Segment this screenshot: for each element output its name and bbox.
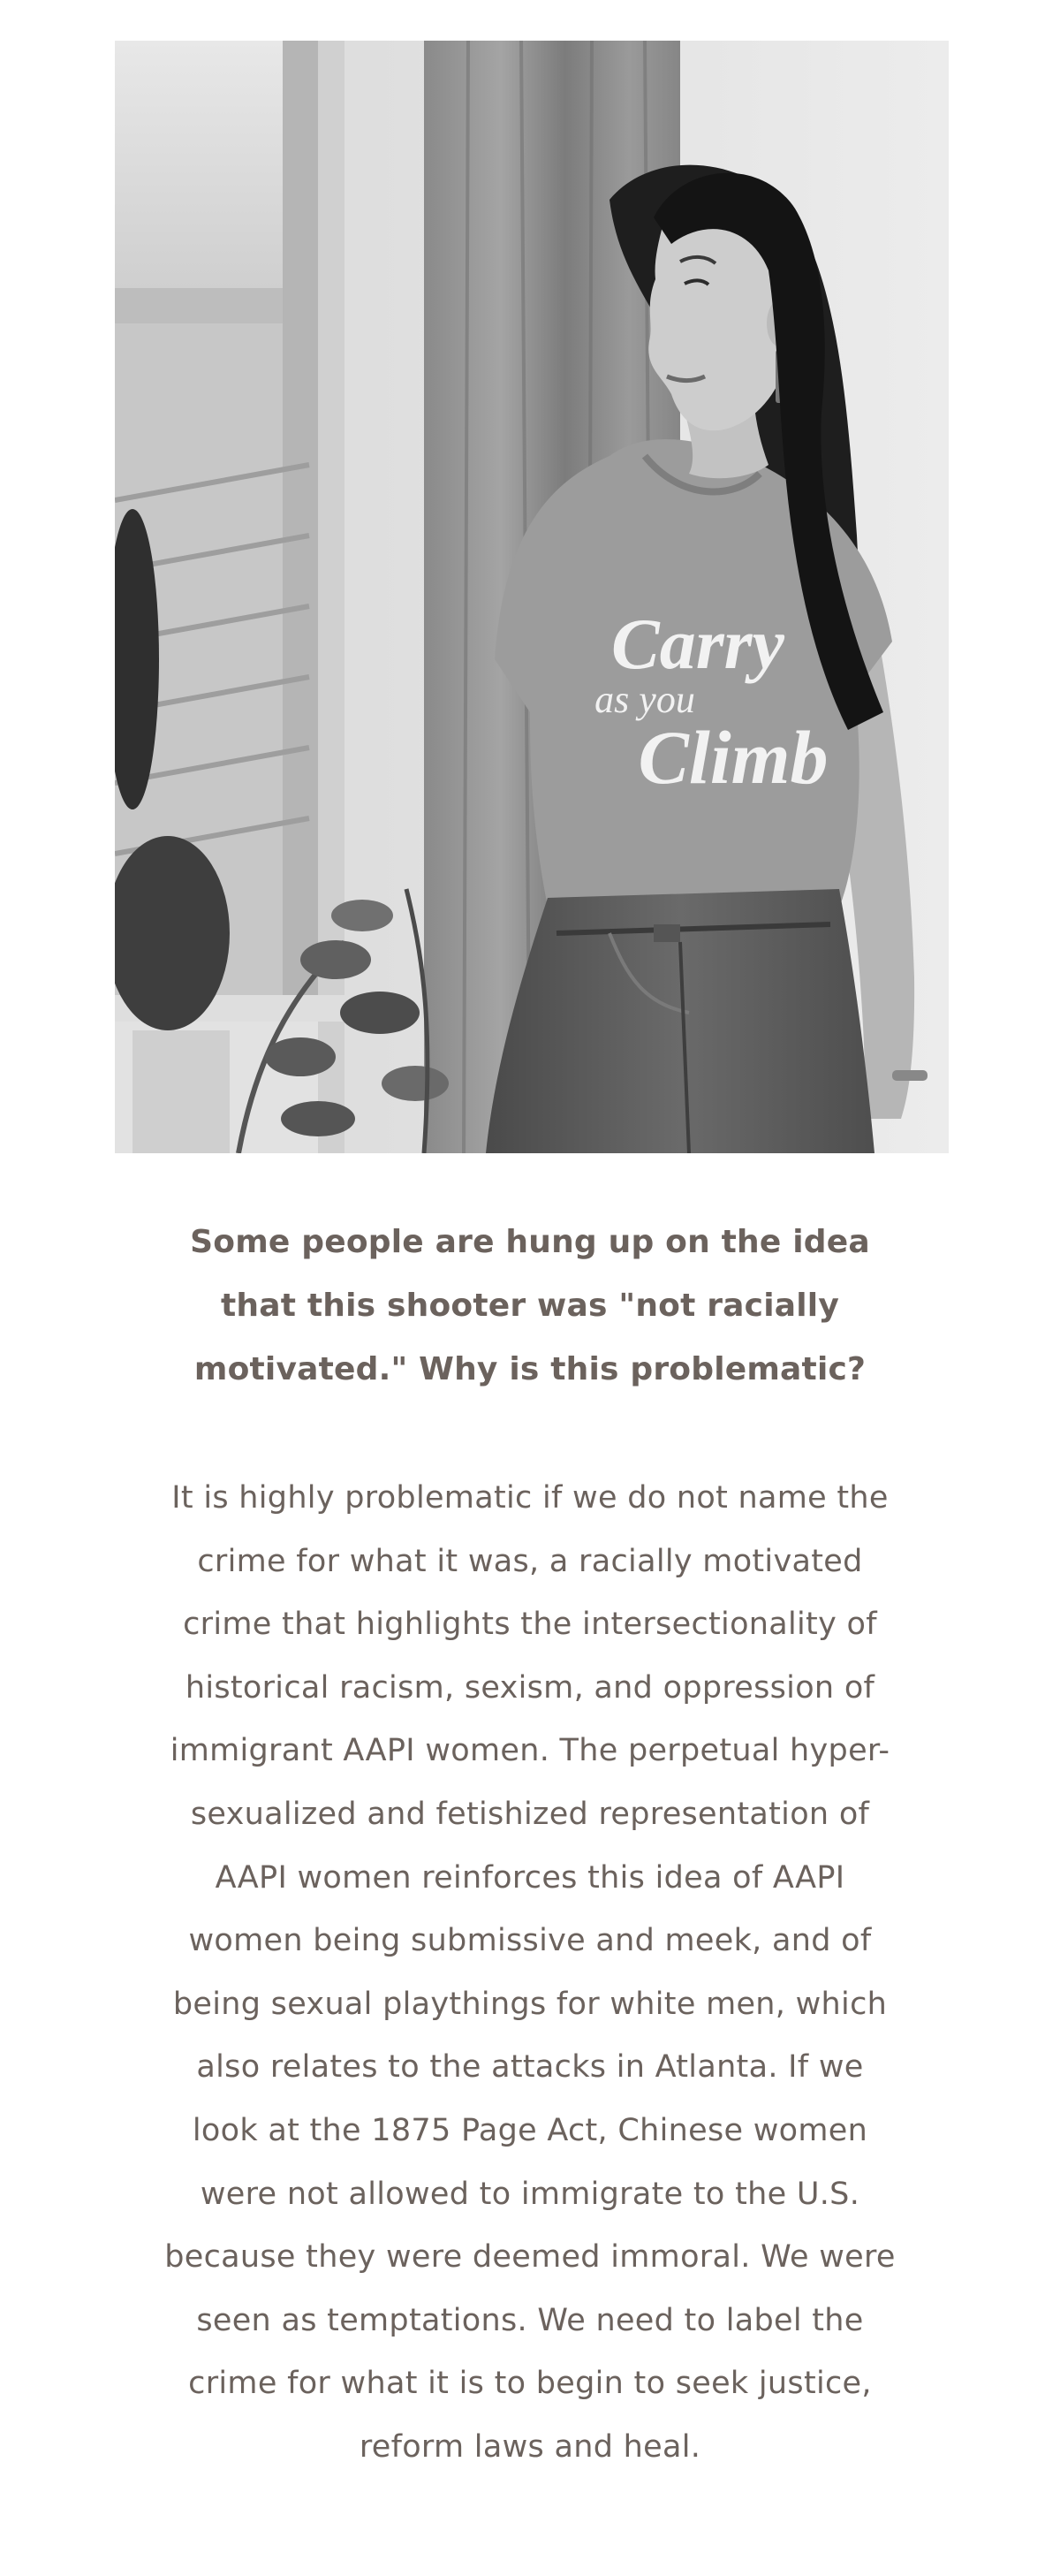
interview-answer: It is highly problematic if we do not name the crime for what it was, a racially motivated crime that highlights the intersectionality of historical racism, sexism, and oppression of immigrant AAPI women. The perpetual hyper-sexualized and fetishized representation of AAPI women reinforces this idea of AAPI women being submissive and meek, and of being sexual playthings for white men, which also relates to the attacks in Atlanta. If we look at the 1875 Page Act, Chinese women were not allowed to immigrate to the U.S. because they were deemed immoral. We were seen as temptations. We need to label the crime for what it is to begin to seek justice, reform laws and heal.: [164, 1480, 896, 2465]
portrait-illustration: [115, 41, 949, 1153]
shirt-text-line-3: Climb: [638, 715, 829, 800]
interview-question: Some people are hung up on the idea that this shooter was "not racially motivated." Why is this problematic?: [190, 1224, 870, 1387]
shirt-text-line-1: Carry: [611, 604, 784, 684]
shirt-text-line-2: as you: [594, 678, 695, 721]
portrait-photo: [115, 41, 949, 1153]
